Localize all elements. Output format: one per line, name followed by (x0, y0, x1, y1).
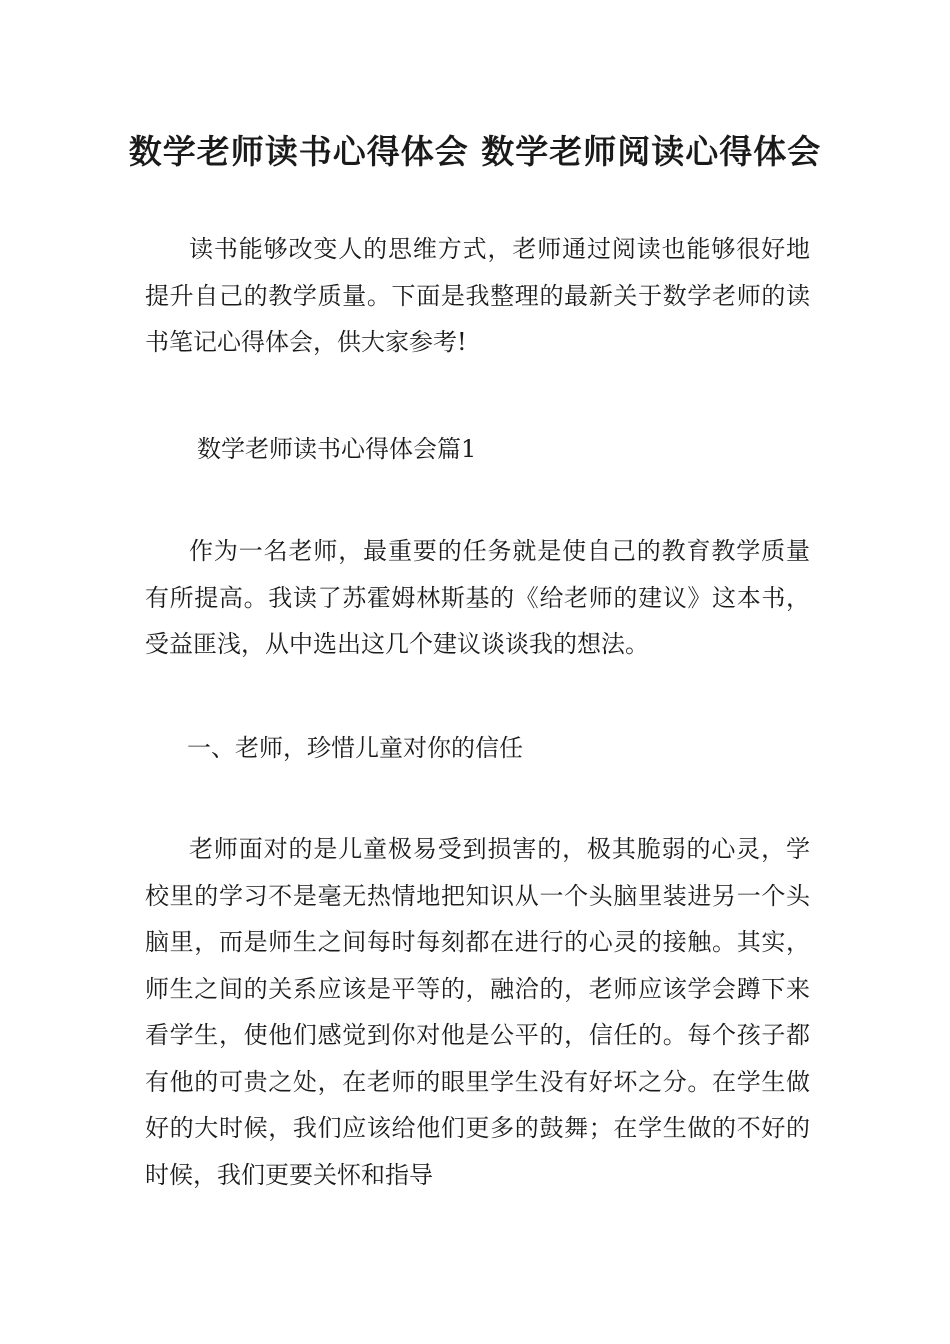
subheading-1: 一、老师，珍惜儿童对你的信任 (187, 734, 523, 762)
section-heading: 数学老师读书心得体会篇1 (197, 435, 477, 463)
body-paragraph-2: 老师面对的是儿童极易受到损害的，极其脆弱的心灵，学校里的学习不是毫无热情地把知识从一个头脑里装进另一个头脑里，而是师生之间每时每刻都在进行的心灵的接触。其实，师生之间的关系应该是平等的，融洽的，老师应该学会蹲下来看学生，使他们感觉到你对他是公平的，信任的。每个孩子都有他的可贵之处，在老师的眼里学生没有好坏之分。在学生做好的大时候，我们应该给他们更多的鼓舞；在学生做的不好的时候，我们更要关怀和指导 (145, 835, 810, 1189)
body-paragraph-1: 作为一名老师，最重要的任务就是使自己的教育教学质量有所提高。我读了苏霍姆林斯基的《给老师的建议》这本书，受益匪浅，从中选出这几个建议谈谈我的想法。 (145, 537, 810, 658)
document-title: 数学老师读书心得体会 数学老师阅读心得体会 (128, 132, 822, 171)
intro-paragraph: 读书能够改变人的思维方式，老师通过阅读也能够很好地提升自己的教学质量。下面是我整理的最新关于数学老师的读书笔记心得体会，供大家参考! (145, 235, 810, 356)
